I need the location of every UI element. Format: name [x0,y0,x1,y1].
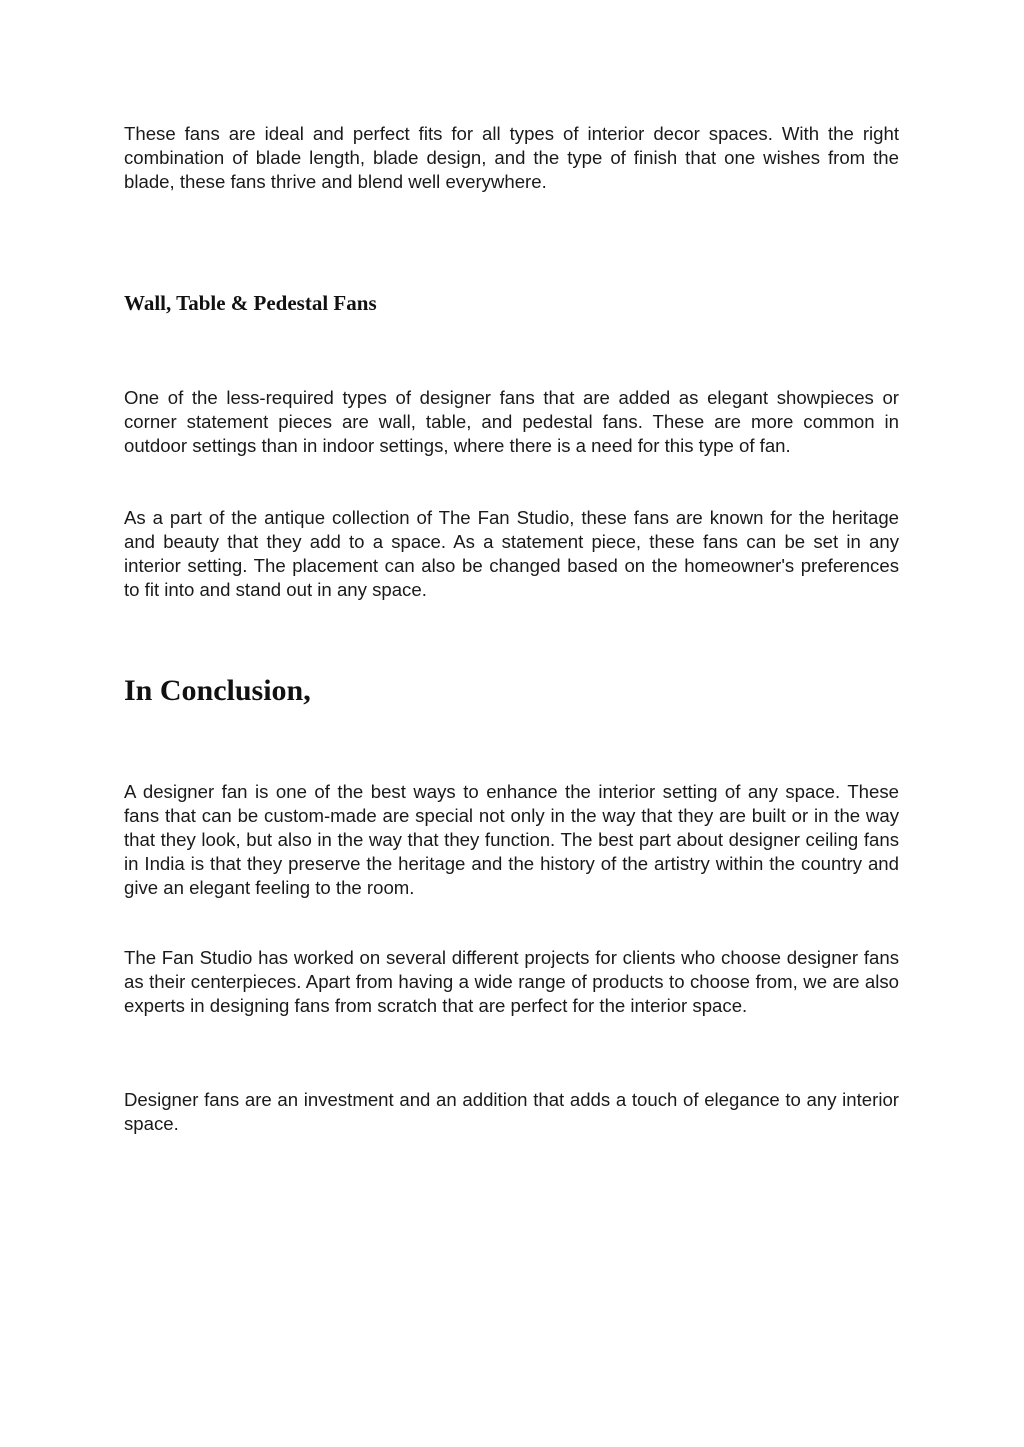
intro-paragraph: These fans are ideal and perfect fits for all types of interior decor spaces. With the right combination of blade length, blade design, and the type of finish that one wishes from the blade, these fans thrive and blend well everywhere. [124,123,899,192]
section-heading-conclusion: In Conclusion, [124,674,311,707]
conclusion-paragraph-3: Designer fans are an investment and an addition that adds a touch of elegance to any interior space. [124,1089,899,1134]
wall-table-paragraph-1: One of the less-required types of designer fans that are added as elegant showpieces or corner statement pieces are wall, table, and pedestal fans. These are more common in outdoor settings than in indoor settings, where there is a need for this type of fan. [124,387,899,456]
conclusion-paragraph-2: The Fan Studio has worked on several different projects for clients who choose designer fans as their centerpieces. Apart from having a wide range of products to choose from, we are also experts in designing fans from scratch that are perfect for the interior space. [124,947,899,1016]
wall-table-paragraph-2: As a part of the antique collection of The Fan Studio, these fans are known for the heritage and beauty that they add to a space. As a statement piece, these fans can be set in any interior setting. The placement can also be changed based on the homeowner's preferences to fit into and stand out in any space. [124,507,899,600]
conclusion-paragraph-1: A designer fan is one of the best ways to enhance the interior setting of any space. These fans that can be custom-made are special not only in the way that they are built or in the way that they look, but also in the way that they function. The best part about designer ceiling fans in India is that they preserve the heritage and the history of the artistry within the country and give an elegant feeling to the room. [124,781,899,898]
section-heading-wall-table-pedestal: Wall, Table & Pedestal Fans [124,291,377,315]
